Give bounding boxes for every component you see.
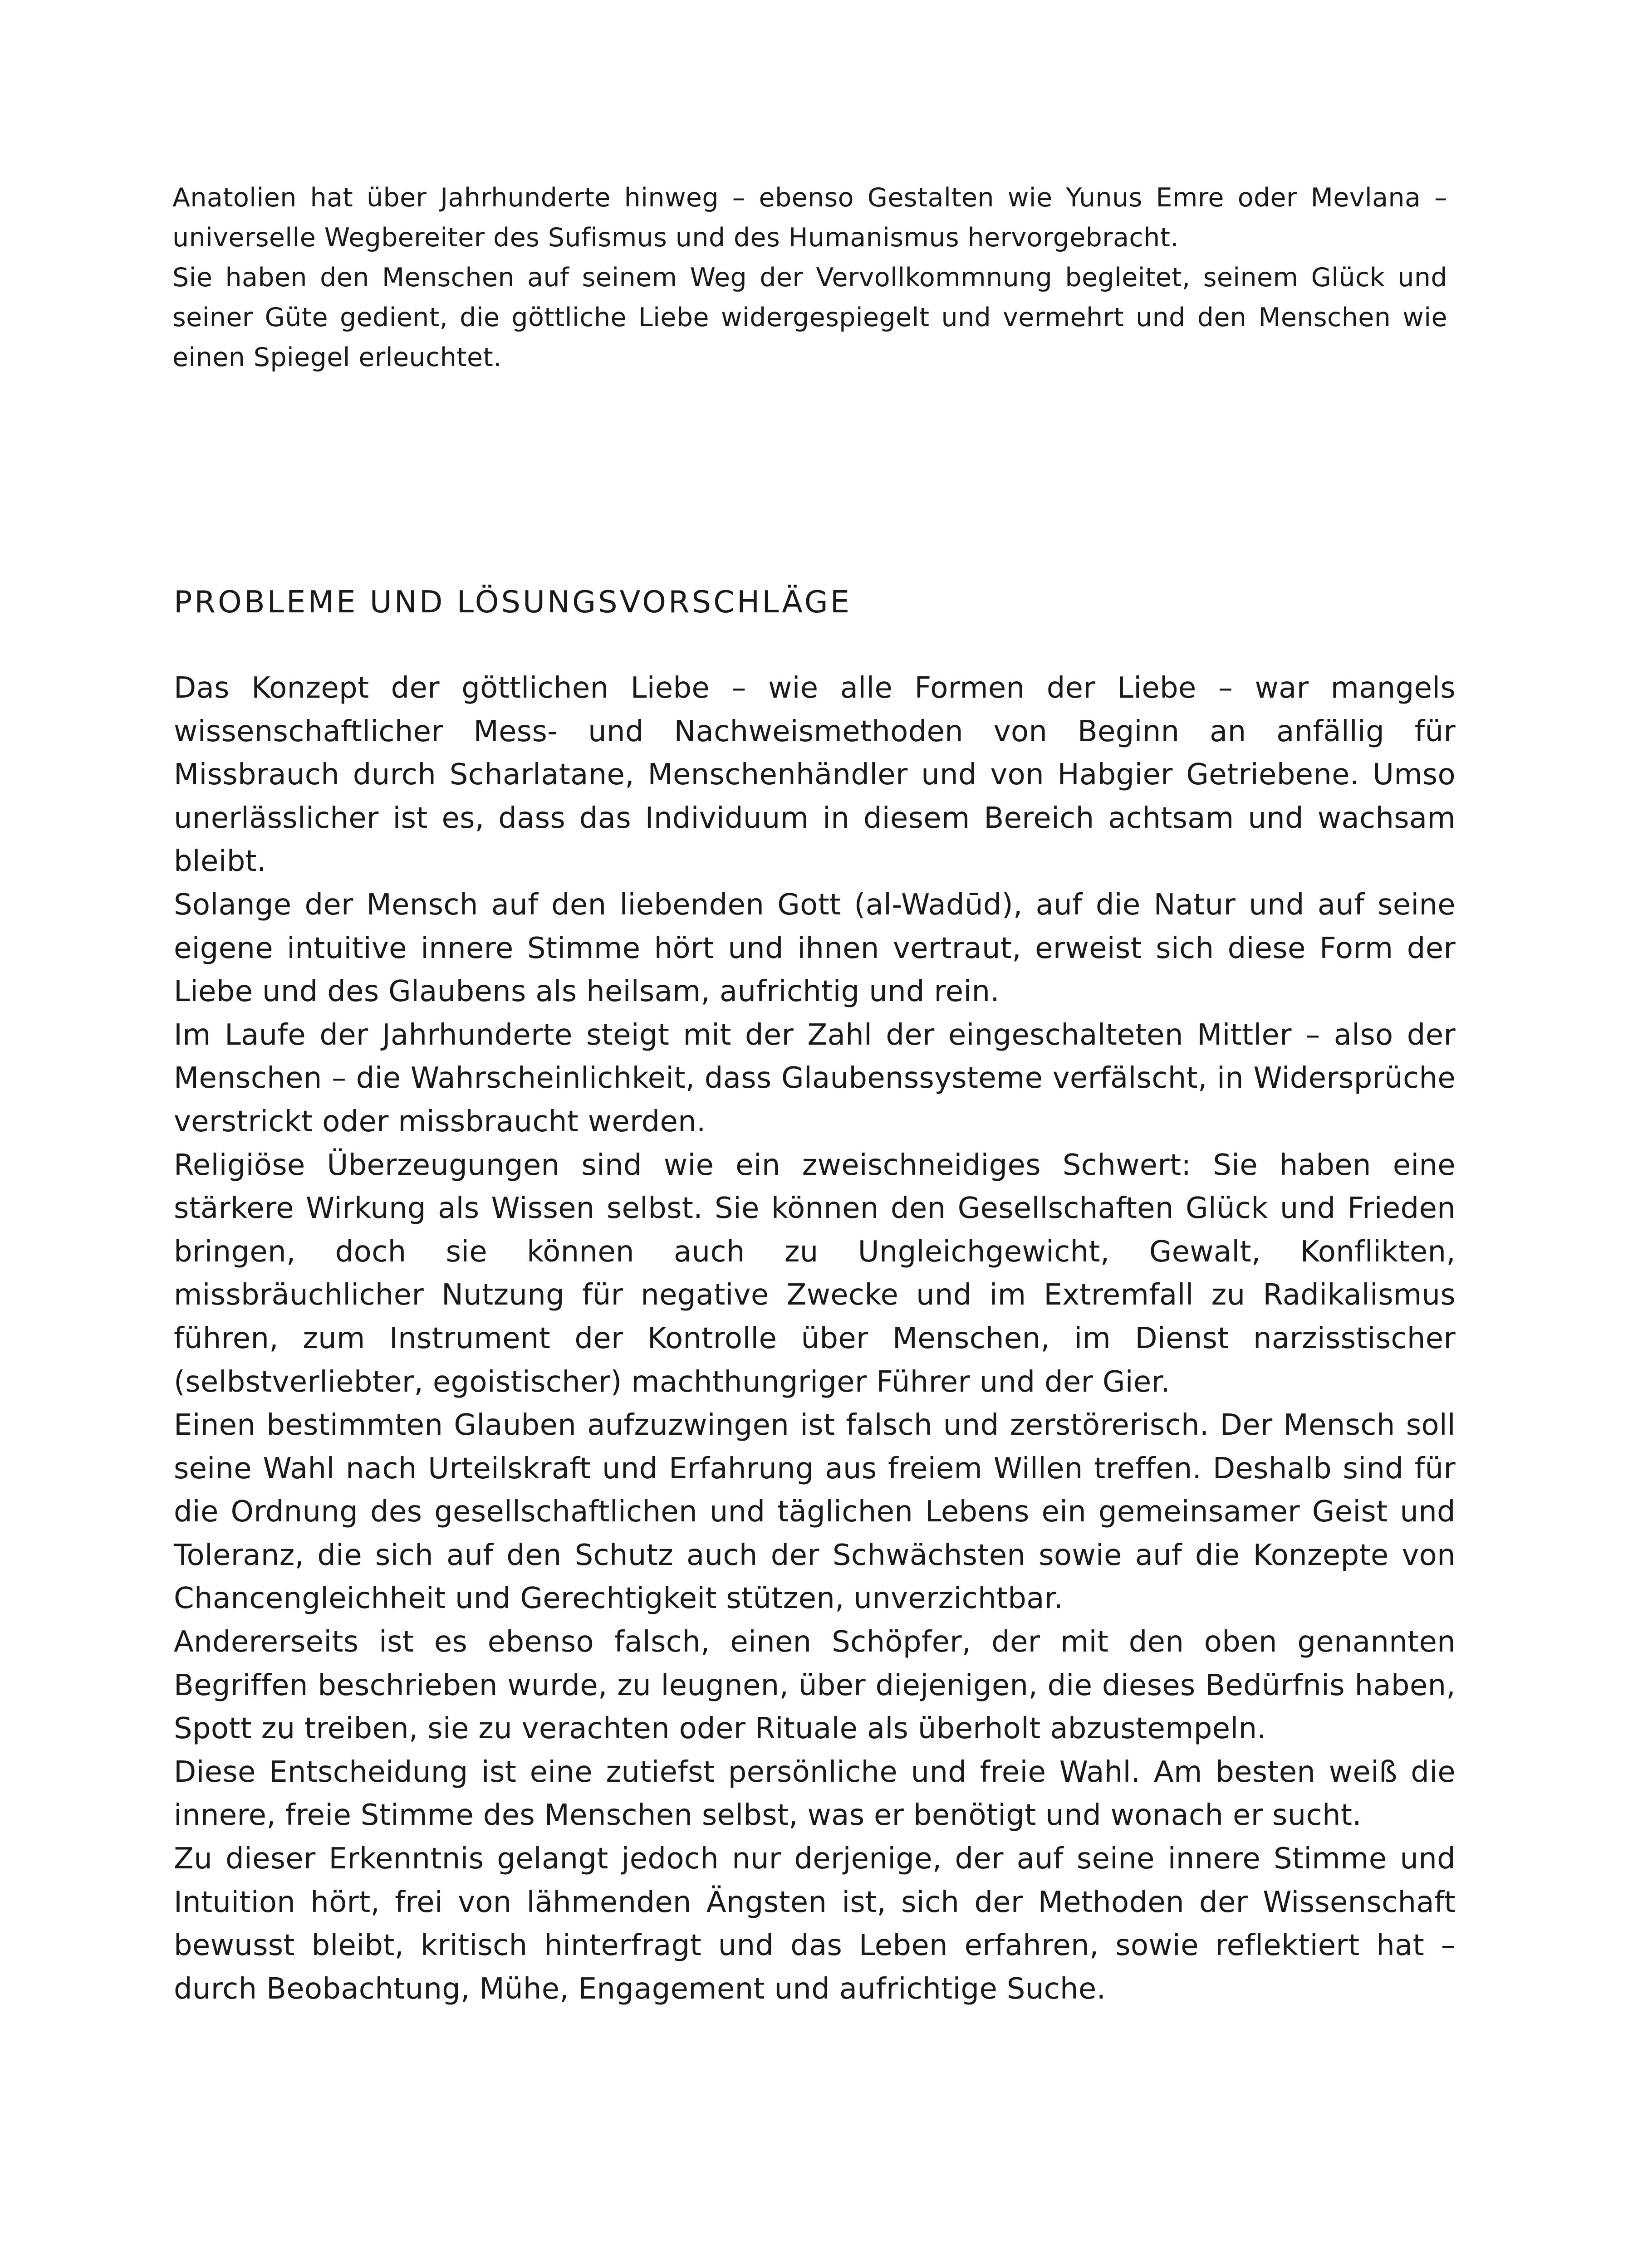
intro-paragraph: Anatolien hat über Jahrhunderte hinweg – ebenso Gestalten wie Yunus Emre oder Mevlana – universelle Wegbereiter des Sufismus und des Humanismus hervorgebracht. (172, 183, 1447, 253)
body-paragraph: Zu dieser Erkenntnis gelangt jedoch nur derjenige, der auf seine innere Stimme und Intuition hört, frei von lähmenden Ängsten ist, sich der Methoden der Wissenschaft bewusst bleibt, kritisch hinterfragt und das Leben erfahren, sowie reflektiert hat – durch Beobachtung, Mühe, Engagement und aufrichtige Suche. (174, 1842, 1456, 2006)
section-body (174, 667, 1456, 2011)
section-heading: PROBLEME UND LÖSUNGSVORSCHLÄGE (174, 584, 852, 620)
body-paragraph: Religiöse Überzeugungen sind wie ein zweischneidiges Schwert: Sie haben eine stärkere Wirkung als Wissen selbst. Sie können den Gesellschaften Glück und Frieden bringen, doch sie können auch zu Ungleichgewicht, Gewalt, Konflikten, missbräuchlicher Nutzung für negative Zwecke und im Extremfall zu Radikalismus führen, zum Instrument der Kontrolle über Menschen, im Dienst narzisstischer (selbstverliebter, egoistischer) machthungriger Führer und der Gier. (174, 1148, 1456, 1399)
intro-text-block (172, 178, 1447, 377)
body-paragraph: Solange der Mensch auf den liebenden Gott (al-Wadūd), auf die Natur und auf seine eigene intuitive innere Stimme hört und ihnen vertraut, erweist sich diese Form der Liebe und des Glaubens als heilsam, aufrichtig und rein. (174, 888, 1456, 1009)
page-number (0, 2263, 1628, 2268)
body-paragraph: Diese Entscheidung ist eine zutiefst persönliche und freie Wahl. Am besten weiß die innere, freie Stimme des Menschen selbst, was er benötigt und wonach er sucht. (174, 1755, 1456, 1833)
body-paragraph: Einen bestimmten Glauben aufzuzwingen ist falsch und zerstörerisch. Der Mensch soll seine Wahl nach Urteilskraft und Erfahrung aus freiem Willen treffen. Deshalb sind für die Ordnung des gesellschaftlichen und täglichen Lebens ein gemeinsamer Geist und Toleranz, die sich auf den Schutz auch der Schwächsten sowie auf die Konzepte von Chancengleichheit und Gerechtigkeit stützen, unverzichtbar. (174, 1408, 1456, 1616)
body-paragraph: Andererseits ist es ebenso falsch, einen Schöpfer, der mit den oben genannten Begriffen beschrieben wurde, zu leugnen, über diejenigen, die dieses Bedürfnis haben, Spott zu treiben, sie zu verachten oder Rituale als überholt abzustempeln. (174, 1625, 1456, 1746)
body-paragraph: Im Laufe der Jahrhunderte steigt mit der Zahl der eingeschalteten Mittler – also der Menschen – die Wahrscheinlichkeit, dass Glaubenssysteme verfälscht, in Widersprüche verstrickt oder missbraucht werden. (174, 1018, 1456, 1139)
intro-paragraph: Sie haben den Menschen auf seinem Weg der Vervollkommnung begleitet, seinem Glück und seiner Güte gedient, die göttliche Liebe widergespiegelt und vermehrt und den Menschen wie einen Spiegel erleuchtet. (172, 263, 1447, 372)
body-paragraph: Das Konzept der göttlichen Liebe – wie alle Formen der Liebe – war mangels wissenschaftlicher Mess- und Nachweismethoden von Beginn an anfällig für Missbrauch durch Scharlatane, Menschenhändler und von Habgier Getriebene. Umso unerlässlicher ist es, dass das Individuum in diesem Bereich achtsam und wachsam bleibt. (174, 671, 1456, 879)
